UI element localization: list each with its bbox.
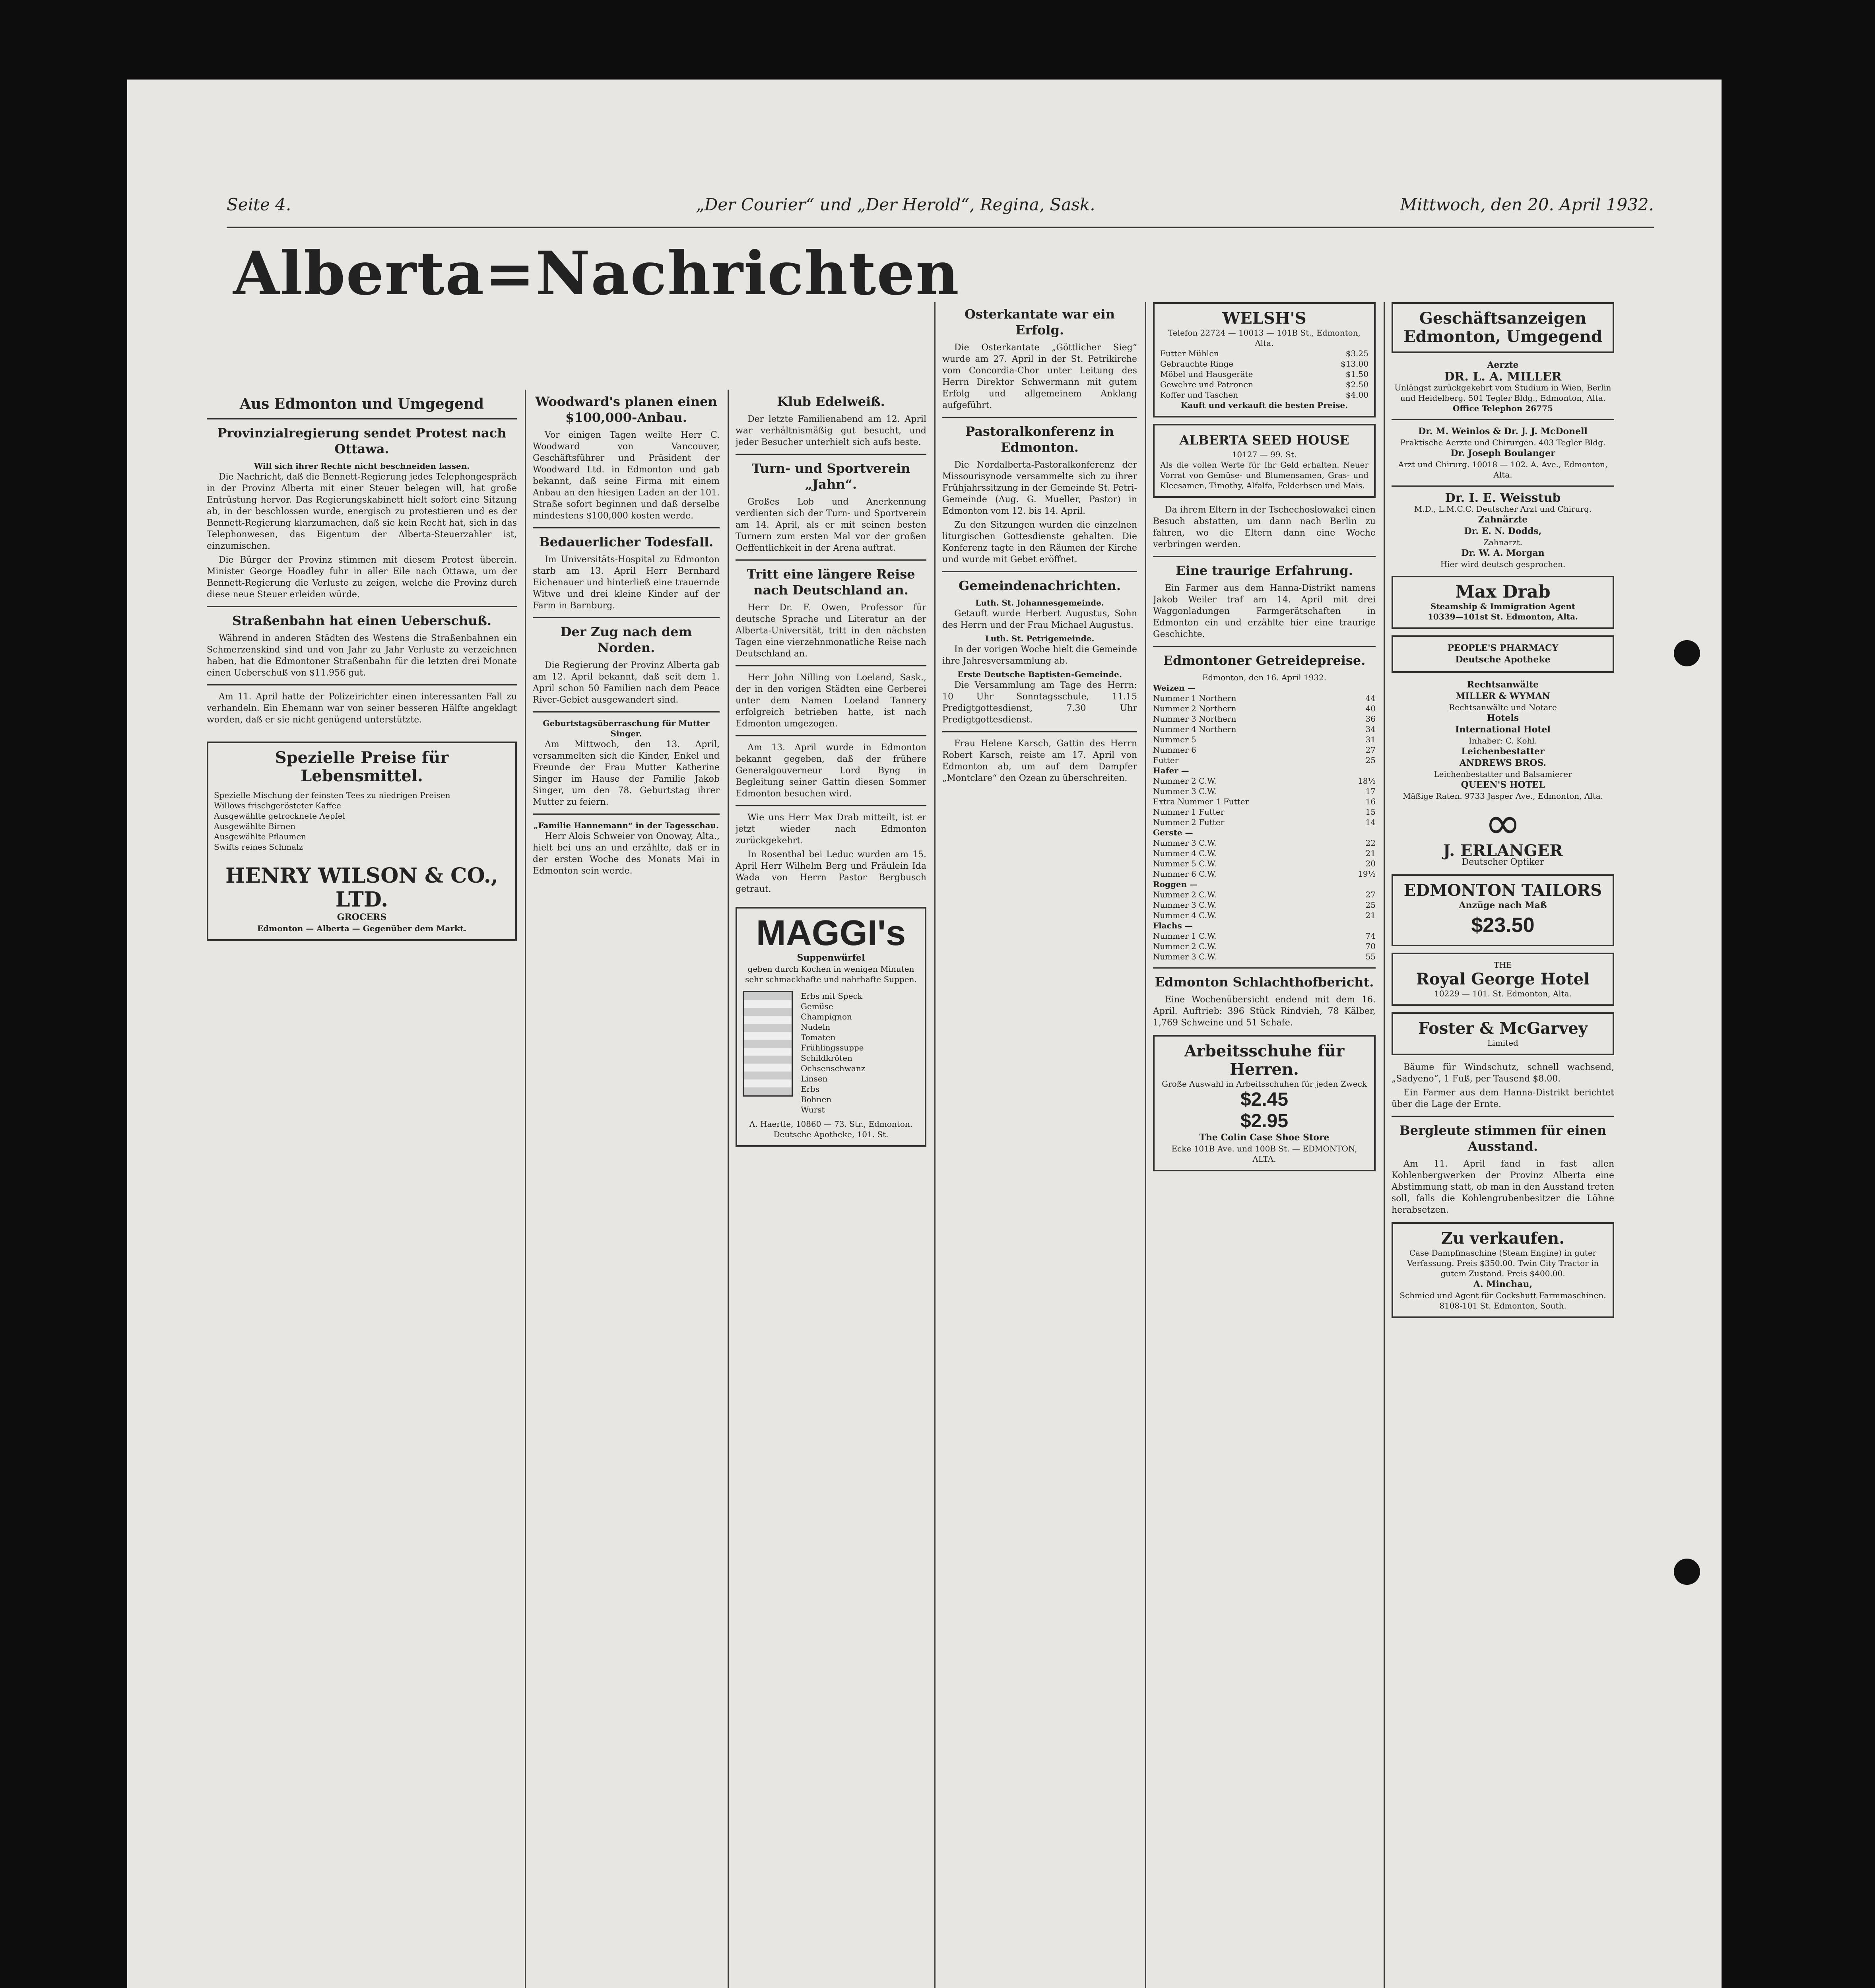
grain-price: 21 xyxy=(1365,911,1376,920)
headline: Pastoralkonferenz in Edmonton. xyxy=(965,424,1114,455)
ad-list-item: Champignon xyxy=(801,1012,852,1021)
grain-price: 22 xyxy=(1365,838,1376,848)
grain-grade: Nummer 2 C.W. xyxy=(1153,776,1217,786)
grain-price-table xyxy=(1153,683,1376,962)
listing-name: ANDREWS BROS. xyxy=(1459,758,1547,768)
divider xyxy=(942,417,1137,418)
ad-list-item: Wurst xyxy=(801,1105,825,1114)
column-divider xyxy=(728,390,729,1988)
grain-grade: Nummer 3 C.W. xyxy=(1153,900,1217,910)
grain-price-row xyxy=(1153,931,1376,941)
article-text: Wie uns Herr Max Drab mitteilt, ist er jetzt wieder nach Edmonton zurückgekehrt. xyxy=(736,813,926,846)
listing-text: Zahnarzt. xyxy=(1483,538,1522,547)
grain-price-row xyxy=(1153,920,1376,931)
column-3 xyxy=(736,390,926,1988)
grain-grade: Nummer 2 Northern xyxy=(1153,704,1236,713)
ad-title: ALBERTA SEED HOUSE xyxy=(1179,433,1349,448)
grain-price-row xyxy=(1153,869,1376,879)
ad-text: Case Dampfmaschine (Steam Engine) in guter Verfassung. Preis $350.00. Twin City Tractor in gutem Zustand. Preis $400.00. xyxy=(1407,1248,1599,1278)
grain-price-row xyxy=(1153,724,1376,734)
column-2 xyxy=(533,390,720,1988)
ad-title: Spezielle Preise für Lebensmittel. xyxy=(275,748,449,785)
ad-subtitle: Suppenwürfel xyxy=(797,953,865,963)
article-text: Ein Farmer aus dem Hanna-Distrikt namens Jakob Weiler traf am 14. April mit drei Waggonladungen Farmgerätschaften in Edmonton ein und erzählte hier eine traurige Geschichte. xyxy=(1153,583,1376,639)
article-text: Am Mittwoch, den 13. April, versammelten sich die Kinder, Enkel und Freunde der Frau Mutter Katherine Singer im Hause der Familie Jakob Singer, um den 78. Geburtstag ihrer Mutter zu feiern. xyxy=(533,740,720,807)
category-heading: Zahnärzte xyxy=(1478,514,1528,525)
price-row: Koffer und Taschen $4.00 xyxy=(1160,390,1368,400)
grain-price-row xyxy=(1153,714,1376,724)
column-1 xyxy=(207,390,517,1988)
ad-line: Spezielle Mischung der feinsten Tees zu niedrigen Preisen xyxy=(214,790,450,800)
grain-grade: Nummer 4 C.W. xyxy=(1153,848,1217,858)
grain-price: 15 xyxy=(1365,807,1376,817)
grain-price: 74 xyxy=(1365,931,1376,941)
subheadline: „Familie Hannemann“ in der Tagesschau. xyxy=(533,821,719,830)
ad-text: Große Auswahl in Arbeitsschuhen für jeden Zweck xyxy=(1162,1079,1367,1089)
listing-name: QUEEN'S HOTEL xyxy=(1461,780,1545,790)
grain-price-row xyxy=(1153,786,1376,796)
article-text: Zu den Sitzungen wurden die einzelnen liturgischen Gottesdienste gehalten. Die Konferenz tagte in den Räumen der Kirche und wurde mit Gebet eröffnet. xyxy=(942,520,1137,565)
ad-line: Willows frischgerösteter Kaffee xyxy=(214,801,341,810)
headline: Osterkantate war ein Erfolg. xyxy=(965,307,1115,338)
column-5 xyxy=(1153,302,1376,1988)
article-text: Herr Dr. F. Owen, Professor für deutsche Sprache und Literatur an der Alberta-Universität, tritt in den nächsten Tagen eine vierzehnmonatliche Reise nach Deutschland an. xyxy=(736,603,926,659)
article-text: Herr Alois Schweier von Onoway, Alta., hielt bei uns an und erzählte, daß er in der ersten Woche des Monats Mai in Edmonton sein werde. xyxy=(533,831,720,876)
grain-price: 21 xyxy=(1365,848,1376,858)
headline: Klub Edelweiß. xyxy=(777,394,885,409)
grain-price-row xyxy=(1153,941,1376,951)
grain-price-row xyxy=(1153,879,1376,889)
divider xyxy=(207,684,517,685)
ad-phone: Telefon 22724 — 10013 — 101B St., Edmonton, Alta. xyxy=(1168,328,1361,348)
divider xyxy=(1153,646,1376,647)
grain-grade: Nummer 2 C.W. xyxy=(1153,890,1217,899)
article-text: Vor einigen Tagen weilte Herr C. Woodward von Vancouver, Geschäftsführer und Präsident der Woodward Ltd. in Edmonton und gab bekannt, daß seine Firma mit einem Anbau an den hiesigen Laden an der 101. Straße sofort beginnen und daß derselbe mindestens $100,000 kosten werde. xyxy=(533,430,720,521)
ad-title: Royal George Hotel xyxy=(1416,970,1590,988)
page-header xyxy=(227,195,1654,227)
ad-subtitle: Deutsche Apotheke xyxy=(1455,654,1551,665)
grain-price-row xyxy=(1153,745,1376,755)
column-4 xyxy=(942,302,1137,1988)
subheadline: Will sich ihrer Rechte nicht beschneiden lassen. xyxy=(254,461,470,471)
article-text: Am 13. April wurde in Edmonton bekannt gegeben, daß der frühere Generalgouverneur Lord Byng in Begleitung seiner Gattin diesen Sommer Edmonton besuchen wird. xyxy=(736,743,926,799)
grain-grade: Nummer 5 C.W. xyxy=(1153,859,1217,868)
grain-price: 70 xyxy=(1365,942,1376,951)
divider xyxy=(1153,967,1376,969)
ad-name: A. Minchau, xyxy=(1473,1279,1533,1289)
max-drab-ad xyxy=(1392,576,1614,629)
ad-company: HENRY WILSON & CO., LTD. xyxy=(225,864,498,912)
divider xyxy=(533,813,720,815)
ad-store: The Colin Case Shoe Store xyxy=(1199,1132,1330,1143)
category-heading: Leichenbestatter xyxy=(1461,746,1545,757)
article-text: Die Regierung der Provinz Alberta gab am 12. April bekannt, daß seit dem 1. April schon 50 Familien nach dem Peace River-Gebiet ausgewandert sind. xyxy=(533,660,720,705)
grain-grade: Nummer 3 C.W. xyxy=(1153,838,1217,848)
article-text: Großes Lob und Anerkennung verdienten sich der Turn- und Sportverein am 14. April, als er mit seinen besten Turnern zum ersten Mal vor der großen Oeffentlichkeit in der Arena auftrat. xyxy=(736,497,926,553)
newspaper-page xyxy=(127,80,1722,1988)
masthead: Alberta=Nachrichten xyxy=(233,239,960,309)
column-divider xyxy=(1384,302,1385,1988)
divider xyxy=(207,418,517,419)
grain-price: 18½ xyxy=(1358,776,1376,786)
grain-price: 36 xyxy=(1365,714,1376,724)
ad-title: PEOPLE'S PHARMACY xyxy=(1447,643,1559,653)
divider xyxy=(1392,485,1614,487)
issue-date: Mittwoch, den 20. April 1932. xyxy=(1400,195,1654,214)
ad-address: 10127 — 99. St. xyxy=(1232,450,1297,459)
grain-grade: Nummer 6 xyxy=(1153,745,1196,755)
grain-grade: Hafer — xyxy=(1153,766,1189,775)
listing-name: Dr. I. E. Weisstub xyxy=(1445,491,1561,505)
grain-price-row xyxy=(1153,693,1376,703)
article-text: Die Bürger der Provinz stimmen mit diesem Protest überein. Minister George Hoadley fuhr in aller Eile nach Ottawa, um der Bennett-Regierung die Verluste zu zeigen, welche die Provinz durch diese neue Steuer erleiden würde. xyxy=(207,555,517,600)
grain-price-row xyxy=(1153,889,1376,900)
column-6 xyxy=(1392,302,1614,1988)
grain-price: 55 xyxy=(1365,952,1376,961)
divider xyxy=(1153,556,1376,557)
listing-name: Dr. M. Weinlos & Dr. J. J. McDonell xyxy=(1418,426,1588,437)
listing-text: Arzt und Chirurg. 10018 — 102. A. Ave., Edmonton, Alta. xyxy=(1398,460,1608,480)
ad-address: Schmied und Agent für Cockshutt Farmmaschinen. 8108-101 St. Edmonton, South. xyxy=(1399,1291,1606,1310)
headline: Der Zug nach dem Norden. xyxy=(560,624,692,655)
ad-list-item: Linsen xyxy=(801,1074,828,1083)
column-divider xyxy=(525,390,526,1988)
ad-subtitle: Steamship & Immigration Agent xyxy=(1430,602,1576,611)
grain-price-row xyxy=(1153,900,1376,910)
divider xyxy=(736,805,926,806)
paper-name: „Der Courier“ und „Der Herold“, Regina, Sask. xyxy=(696,195,1095,214)
article-text: Während in anderen Städten des Westens die Straßenbahnen ein Schmerzenskind sind und von Jahr zu Jahr Verluste zu verzeichnen haben, hat die Edmontoner Straßenbahn für die letzten drei Monate einen Ueberschuß von $11.956 gut. xyxy=(207,633,517,678)
headline: Provinzialregierung sendet Protest nach Ottawa. xyxy=(217,425,507,456)
grain-price: 14 xyxy=(1365,817,1376,827)
subheadline: Luth. St. Petrigemeinde. xyxy=(985,634,1095,643)
grain-grade: Nummer 2 Futter xyxy=(1153,817,1225,827)
article-text: Der letzte Familienabend am 12. April war verhältnismäßig gut besucht, und jeder Besucher unterhielt sich aufs beste. xyxy=(736,414,926,447)
seed-house-ad xyxy=(1153,424,1376,498)
grain-grade: Extra Nummer 1 Futter xyxy=(1153,797,1249,806)
shoe-ad xyxy=(1153,1035,1376,1171)
article-text: Am 11. April hatte der Polizeirichter einen interessanten Fall zu verhandeln. Ein Ehemann war von seiner besseren Hälfte angeklagt worden, daß er sie nicht genügend unterstützte. xyxy=(207,692,517,725)
divider xyxy=(736,559,926,561)
grain-price: 20 xyxy=(1365,859,1376,868)
ad-title: WELSH'S xyxy=(1222,309,1306,328)
grain-price: 40 xyxy=(1365,704,1376,713)
grain-price-row xyxy=(1153,734,1376,745)
subheadline: Luth. St. Johannesgemeinde. xyxy=(975,598,1104,608)
column-divider xyxy=(1145,302,1146,1988)
grain-grade: Nummer 1 Northern xyxy=(1153,693,1236,703)
grain-grade: Weizen — xyxy=(1153,683,1196,693)
for-sale-ad xyxy=(1392,1222,1614,1318)
grain-grade: Nummer 1 Futter xyxy=(1153,807,1225,817)
ad-title: Foster & McGarvey xyxy=(1418,1019,1588,1038)
listing-name: Dr. W. A. Morgan xyxy=(1461,548,1545,558)
ad-list-item: Frühlingssuppe xyxy=(801,1043,864,1052)
listing-text: Hier wird deutsch gesprochen. xyxy=(1440,559,1566,569)
listing-text: Deutscher Optiker xyxy=(1462,857,1544,867)
tailors-ad xyxy=(1392,874,1614,946)
listing-text: Rechtsanwälte und Notare xyxy=(1449,703,1557,712)
ad-subtitle: Anzüge nach Maß xyxy=(1459,900,1547,911)
ad-text: Als die vollen Werte für Ihr Geld erhalten. Neuer Vorrat von Gemüse- und Blumensamen, Gras- und Kleesamen, Timothy, Alfalfa, Felderbsen und Mais. xyxy=(1160,460,1368,490)
article-text: In Rosenthal bei Leduc wurden am 15. April Herr Wilhelm Berg und Fräulein Ida Wada von Herrn Pastor Bergbusch getraut. xyxy=(736,850,926,894)
ad-name: Max Drab xyxy=(1455,582,1551,602)
ad-address: 10229 — 101. St. Edmonton, Alta. xyxy=(1434,989,1572,998)
grain-grade: Nummer 2 C.W. xyxy=(1153,942,1217,951)
grain-grade: Flachs — xyxy=(1153,921,1193,930)
article-text: Da ihrem Eltern in der Tschechoslowakei einen Besuch abstatten, um dann nach Berlin zu fahren, wo die Eltern dann eine Woche verbringen werden. xyxy=(1153,505,1376,549)
ad-title: Zu verkaufen. xyxy=(1441,1229,1565,1248)
article-text: Eine Wochenübersicht endend mit dem 16. April. Auftrieb: 396 Stück Rindvieh, 78 Kälber, 1,769 Schweine und 51 Schafe. xyxy=(1153,995,1376,1028)
ad-text: geben durch Kochen in wenigen Minuten sehr schmackhafte und nahrhafte Suppen. xyxy=(745,964,917,984)
grain-price: 27 xyxy=(1365,745,1376,755)
divider xyxy=(207,606,517,607)
grain-price: 25 xyxy=(1365,900,1376,910)
divider xyxy=(1392,1116,1614,1117)
ad-address: Ecke 101B Ave. und 100B St. — EDMONTON, ALTA. xyxy=(1171,1144,1357,1164)
ad-line: Ausgewählte getrocknete Aepfel xyxy=(214,811,345,821)
directory-title-box xyxy=(1392,302,1614,353)
headline: Eine traurige Erfahrung. xyxy=(1176,563,1353,578)
grain-grade: Nummer 3 C.W. xyxy=(1153,786,1217,796)
divider xyxy=(736,665,926,666)
divider xyxy=(533,527,720,528)
ad-price: $23.50 xyxy=(1471,914,1535,937)
pharmacy-ad xyxy=(1392,635,1614,673)
article-text: Im Universitäts-Hospital zu Edmonton starb am 13. April Herr Bernhard Eichenauer und hinterließ eine trauernde Witwe und drei kleine Kinder auf der Farm in Barnburg. xyxy=(533,555,720,611)
headline: Tritt eine längere Reise nach Deutschland an. xyxy=(747,567,915,598)
article-text: Ein Farmer aus dem Hanna-Distrikt berichtet über die Lage der Ernte. xyxy=(1392,1088,1614,1109)
ad-list-item: Erbs mit Speck xyxy=(801,991,862,1001)
royal-george-ad xyxy=(1392,953,1614,1006)
punch-hole xyxy=(1674,640,1700,666)
headline: Gemeindenachrichten. xyxy=(958,578,1121,593)
ad-footer: Kauft und verkauft die besten Preise. xyxy=(1180,400,1348,410)
divider xyxy=(533,617,720,618)
ad-line: Ausgewählte Birnen xyxy=(214,821,296,831)
ad-list-item: Bohnen xyxy=(801,1095,832,1104)
article-text: Die Nachricht, daß die Bennett-Regierung jedes Telephongespräch in der Provinz Alberta mit einer Steuer belegen will, hat große Entrüstung hervor. Das Regierungskabinett hielt sofort eine Sitzung ab, in der beschlossen wurde, energisch zu protestieren und es der Bennett-Regierung klarzumachen, daß sie kein Recht hat, sich in das Telephonwesen, das Eigentum der Alberta-Steuerzahler ist, einzumischen. xyxy=(207,472,517,551)
grain-price-row xyxy=(1153,910,1376,920)
ad-list-item: Schildkröten xyxy=(801,1053,852,1063)
headline: Bergleute stimmen für einen Ausstand. xyxy=(1399,1123,1607,1154)
ad-title: Arbeitsschuhe für Herren. xyxy=(1184,1042,1345,1079)
ad-price: $2.45 xyxy=(1240,1089,1289,1110)
price-row: Möbel und Hausgeräte $1.50 xyxy=(1160,369,1368,379)
listing-text: Inhaber: C. Kohl. xyxy=(1468,736,1537,746)
divider xyxy=(942,571,1137,572)
listing-text: M.D., L.M.C.C. Deutscher Arzt und Chirurg. xyxy=(1414,504,1592,514)
ad-list-item: Erbs xyxy=(801,1084,820,1094)
ad-line: Ausgewählte Pflaumen xyxy=(214,832,307,841)
article-text: Die Osterkantate „Göttlicher Sieg“ wurde am 27. April in der St. Petrikirche vom Concordia-Chor unter Leitung des Herrn Direktor Schwermann mit gutem Erfolg und allgemeinem Anklang aufgeführt. xyxy=(942,343,1137,410)
grain-price: 17 xyxy=(1365,786,1376,796)
subheadline: Erste Deutsche Baptisten-Gemeinde. xyxy=(957,670,1122,679)
grain-price: 44 xyxy=(1365,693,1376,703)
grain-grade: Gerste — xyxy=(1153,828,1193,837)
ad-brand: MAGGI's xyxy=(756,913,906,953)
grain-grade: Nummer 4 C.W. xyxy=(1153,911,1217,920)
grain-price-row xyxy=(1153,827,1376,838)
directory-title: Geschäftsanzeigen Edmonton, Umgegend xyxy=(1403,309,1602,346)
grain-price-row xyxy=(1153,817,1376,827)
foster-ad xyxy=(1392,1012,1614,1055)
ad-title: EDMONTON TAILORS xyxy=(1403,881,1602,900)
grain-price: 25 xyxy=(1365,755,1376,765)
column-divider xyxy=(934,302,936,1988)
grocery-ad xyxy=(207,742,517,941)
listing-text: Mäßige Raten. 9733 Jasper Ave., Edmonton, Alta. xyxy=(1402,791,1603,801)
grain-grade: Futter xyxy=(1153,755,1179,765)
listing-name: Dr. E. N. Dodds, xyxy=(1464,526,1542,536)
article-text: In der vorigen Woche hielt die Gemeinde ihre Jahresversammlung ab. xyxy=(942,645,1137,666)
grain-grade: Nummer 3 Northern xyxy=(1153,714,1236,724)
grain-price-row xyxy=(1153,848,1376,858)
grain-price-row xyxy=(1153,807,1376,817)
ad-line: Swifts reines Schmalz xyxy=(214,842,303,852)
grain-grade: Nummer 5 xyxy=(1153,735,1196,744)
maggi-ad xyxy=(736,907,926,1147)
ad-list-item: Nudeln xyxy=(801,1022,831,1032)
ad-list-item: Ochsenschwanz xyxy=(801,1064,866,1073)
listing-text: Leichenbestatter und Balsamierer xyxy=(1434,769,1572,779)
headline: Woodward's planen einen $100,000-Anbau. xyxy=(535,394,717,425)
grain-grade: Nummer 3 C.W. xyxy=(1153,952,1217,961)
divider xyxy=(533,711,720,712)
ad-list-item: Gemüse xyxy=(801,1002,833,1011)
ad-footer: A. Haertle, 10860 — 73. Str., Edmonton. Deutsche Apotheke, 101. St. xyxy=(749,1119,913,1139)
punch-hole xyxy=(1674,1559,1700,1585)
listing-name: MILLER & WYMAN xyxy=(1456,691,1550,701)
ad-pretitle: THE xyxy=(1494,960,1512,970)
listing-text: Unlängst zurückgekehrt vom Studium in Wien, Berlin und Heidelberg. 501 Tegler Bldg., Edmonton, Alta. xyxy=(1394,383,1611,403)
grain-price-row xyxy=(1153,683,1376,693)
listing-name: Dr. Joseph Boulanger xyxy=(1450,448,1555,458)
grain-date: Edmonton, den 16. April 1932. xyxy=(1202,673,1327,682)
article-text: Herr John Nilling von Loeland, Sask., der in den vorigen Städten eine Gerberei unter dem Namen Loeland Tannery erfolgreich betrieben hatte, ist nach Edmonton umgezogen. xyxy=(736,673,926,729)
grain-price: 16 xyxy=(1365,797,1376,806)
grain-price: 31 xyxy=(1365,735,1376,744)
grain-price-row xyxy=(1153,838,1376,848)
maggi-box-image xyxy=(743,991,793,1097)
ad-subtitle: GROCERS xyxy=(337,912,387,922)
divider xyxy=(736,735,926,736)
grain-price: 19½ xyxy=(1358,869,1376,879)
article-text: Die Nordalberta-Pastoralkonferenz der Missourisynode versammelte sich zu ihrer Frühjahrssitzung in der Gemeinde St. Petri-Gemeinde (Aug. G. Mueller, Pastor) in Edmonton vom 12. bis 14. April. xyxy=(942,460,1137,516)
category-heading: Hotels xyxy=(1487,713,1519,723)
headline: Straßenbahn hat einen Ueberschuß. xyxy=(232,613,491,628)
divider xyxy=(1392,419,1614,420)
header-rule xyxy=(227,227,1654,228)
listing-name: International Hotel xyxy=(1455,724,1551,735)
page-number: Seite 4. xyxy=(227,195,291,214)
ad-address: 10339—101st St. Edmonton, Alta. xyxy=(1428,612,1578,621)
listing-name: J. ERLANGER xyxy=(1443,841,1563,860)
ad-subtitle: Limited xyxy=(1487,1038,1518,1048)
grain-price-row xyxy=(1153,765,1376,776)
grain-price-row xyxy=(1153,858,1376,869)
article-text: Getauft wurde Herbert Augustus, Sohn des Herrn und der Frau Michael Augustus. xyxy=(942,609,1137,630)
grain-price-row xyxy=(1153,951,1376,962)
article-text: Frau Helene Karsch, Gattin des Herrn Robert Karsch, reiste am 17. April von Edmonton ab, um auf dem Dampfer „Montclare“ den Ozean zu überschreiten. xyxy=(942,739,1137,783)
article-text: Die Versammlung am Tage des Herrn: 10 Uhr Sonntagsschule, 11.15 Predigtgottesdienst, 7.30 Uhr Predigtgottesdienst. xyxy=(942,680,1137,725)
grain-price-row xyxy=(1153,776,1376,786)
grain-price: 34 xyxy=(1365,724,1376,734)
headline: Edmonton Schlachthofbericht. xyxy=(1155,975,1374,990)
section-title: Aus Edmonton und Umgegend xyxy=(239,396,484,412)
headline: Bedauerlicher Todesfall. xyxy=(539,534,714,549)
grain-price-row xyxy=(1153,703,1376,714)
price-row: Gewehre und Patronen $2.50 xyxy=(1160,380,1368,389)
article-text: Am 11. April fand in fast allen Kohlenbergwerken der Provinz Alberta eine Abstimmung statt, ob man in den Ausstand treten soll, falls die Kohlengrubenbesitzer die Löhne herabsetzen. xyxy=(1392,1159,1614,1215)
article-text: Bäume für Windschutz, schnell wachsend, „Sadyeno“, 1 Fuß, per Tausend $8.00. xyxy=(1392,1062,1614,1084)
grain-grade: Nummer 1 C.W. xyxy=(1153,931,1217,941)
price-row: Gebrauchte Ringe $13.00 xyxy=(1160,359,1368,369)
eyeglasses-icon: ∞ xyxy=(1485,798,1521,848)
listing-text: Praktische Aerzte und Chirurgen. 403 Tegler Bldg. xyxy=(1400,438,1606,447)
price-row: Futter Mühlen $3.25 xyxy=(1160,349,1368,358)
headline: Edmontoner Getreidepreise. xyxy=(1163,653,1366,668)
listing-phone: Office Telephon 26775 xyxy=(1453,404,1553,413)
headline: Turn- und Sportverein „Jahn“. xyxy=(751,461,910,492)
subheadline: Geburtstagsüberraschung für Mutter Singer. xyxy=(543,718,710,738)
grain-price-row xyxy=(1153,755,1376,765)
grain-price-row xyxy=(1153,796,1376,807)
welsh-ad xyxy=(1153,302,1376,417)
listing-name: DR. L. A. MILLER xyxy=(1444,370,1562,384)
category-heading: Aerzte xyxy=(1487,360,1519,370)
grain-price: 27 xyxy=(1365,890,1376,899)
grain-grade: Nummer 4 Northern xyxy=(1153,724,1236,734)
grain-grade: Nummer 6 C.W. xyxy=(1153,869,1217,879)
divider xyxy=(736,454,926,455)
ad-price: $2.95 xyxy=(1240,1110,1289,1132)
divider xyxy=(942,731,1137,732)
ad-list-item: Tomaten xyxy=(801,1033,836,1042)
category-heading: Rechtsanwälte xyxy=(1467,679,1539,690)
ad-address: Edmonton — Alberta — Gegenüber dem Markt. xyxy=(257,924,467,933)
grain-grade: Roggen — xyxy=(1153,879,1198,889)
